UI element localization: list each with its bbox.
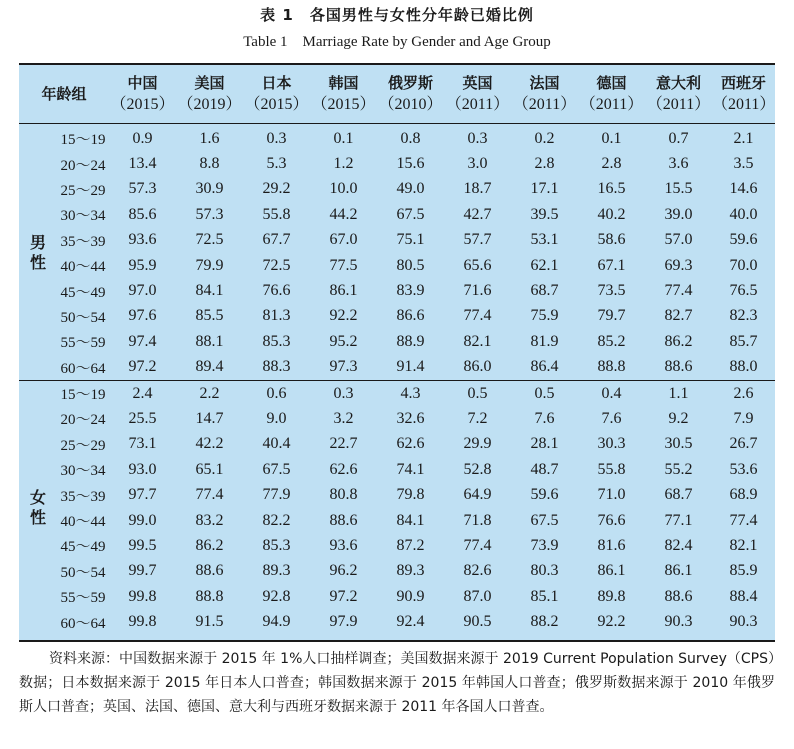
- value-cell: 88.1: [195, 332, 224, 350]
- value-cell: 97.7: [128, 486, 157, 504]
- table-row: [19, 329, 775, 354]
- value-cell: 88.9: [396, 332, 425, 350]
- value-cell: 97.3: [329, 358, 358, 376]
- value-cell: 79.7: [597, 307, 626, 325]
- value-cell: 87.2: [396, 536, 425, 554]
- value-cell: 62.6: [396, 435, 425, 453]
- value-cell: 92.2: [329, 307, 358, 325]
- value-cell: 81.3: [262, 307, 291, 325]
- value-cell: 71.6: [463, 282, 492, 300]
- value-cell: 77.4: [664, 282, 693, 300]
- value-cell: 3.6: [668, 155, 689, 173]
- value-cell: 28.1: [530, 435, 559, 453]
- value-cell: 40.0: [729, 205, 758, 223]
- age-cell: 50～54: [60, 309, 106, 326]
- column-header: [645, 65, 712, 124]
- value-cell: 7.2: [467, 409, 488, 427]
- age-cell: 60～64: [60, 615, 106, 632]
- value-cell: 71.0: [597, 486, 626, 504]
- column-country: 日本: [261, 74, 292, 92]
- value-cell: 89.8: [597, 587, 626, 605]
- value-cell: 99.8: [128, 587, 157, 605]
- value-cell: 52.8: [463, 460, 492, 478]
- value-cell: 9.0: [266, 409, 287, 427]
- column-country: 英国: [462, 74, 493, 92]
- column-year: （2011）: [445, 96, 510, 113]
- table-row: [19, 228, 775, 253]
- value-cell: 14.7: [195, 409, 224, 427]
- value-cell: 42.7: [463, 205, 492, 223]
- value-cell: 3.0: [467, 155, 488, 173]
- value-cell: 99.8: [128, 613, 157, 631]
- value-cell: 29.9: [463, 435, 492, 453]
- table-row: [19, 177, 775, 202]
- value-cell: 39.5: [530, 205, 559, 223]
- value-cell: 53.6: [729, 460, 758, 478]
- age-cell: 15～19: [60, 132, 106, 149]
- value-cell: 81.6: [597, 536, 626, 554]
- value-cell: 0.3: [266, 129, 287, 147]
- column-header: [176, 65, 243, 124]
- value-cell: 80.3: [530, 562, 559, 580]
- value-cell: 30.5: [664, 435, 693, 453]
- value-cell: 55.8: [597, 460, 626, 478]
- value-cell: 82.3: [729, 307, 758, 325]
- value-cell: 7.6: [601, 409, 622, 427]
- column-country: 西班牙: [721, 74, 767, 92]
- value-cell: 62.1: [530, 256, 559, 274]
- value-cell: 82.4: [664, 536, 693, 554]
- value-cell: 26.7: [729, 435, 758, 453]
- value-cell: 1.6: [199, 129, 220, 147]
- table-row: [19, 482, 775, 507]
- value-cell: 88.2: [530, 613, 559, 631]
- value-cell: 91.5: [195, 613, 224, 631]
- marriage-rate-table: [19, 63, 775, 642]
- value-cell: 75.1: [396, 231, 425, 249]
- table-row: [19, 202, 775, 227]
- value-cell: 2.2: [176, 380, 243, 406]
- value-cell: 80.5: [396, 256, 425, 274]
- value-cell: 42.2: [195, 435, 224, 453]
- column-country: 美国: [194, 74, 225, 92]
- table-title-cn: 表 1 各国男性与女性分年龄已婚比例: [260, 6, 534, 24]
- value-cell: 90.3: [729, 613, 758, 631]
- age-cell: 45～49: [60, 539, 106, 556]
- value-cell: 65.1: [195, 460, 224, 478]
- table-row: [19, 124, 775, 152]
- value-cell: 0.5: [511, 380, 578, 406]
- table-row: [19, 304, 775, 329]
- value-cell: 68.7: [530, 282, 559, 300]
- value-cell: 67.1: [597, 256, 626, 274]
- column-header: [712, 65, 775, 124]
- value-cell: 71.8: [463, 511, 492, 529]
- column-year: （2010）: [378, 96, 443, 113]
- table-row: [19, 253, 775, 278]
- value-cell: 30.3: [597, 435, 626, 453]
- value-cell: 85.3: [262, 536, 291, 554]
- value-cell: 86.4: [530, 358, 559, 376]
- source-note: 资料来源：中国数据来源于 2015 年 1%人口抽样调查；美国数据来源于 2019 Current Population Survey（CPS）数据；日本数据来源于 2015 年日本人口普查；韩国数据来源于 2015 年韩国人口普查；俄罗斯数据来源于 2010 年俄罗斯人口普查；英国、法国、德国、意大利与西班牙数据来源于 2011 年各国人口普查。: [19, 651, 775, 715]
- value-cell: 32.6: [396, 409, 425, 427]
- value-cell: 76.6: [597, 511, 626, 529]
- value-cell: 2.8: [601, 155, 622, 173]
- column-year: （2011）: [579, 96, 644, 113]
- gender-label: 男 性: [29, 232, 46, 272]
- value-cell: 73.5: [597, 282, 626, 300]
- age-cell: 40～44: [60, 259, 106, 276]
- column-year: （2011）: [712, 96, 776, 113]
- value-cell: 25.5: [128, 409, 157, 427]
- value-cell: 82.2: [262, 511, 291, 529]
- value-cell: 68.9: [729, 486, 758, 504]
- value-cell: 97.4: [128, 332, 157, 350]
- age-cell: 55～59: [60, 335, 106, 352]
- value-cell: 93.0: [128, 460, 157, 478]
- table-row: [19, 559, 775, 584]
- table-row: [19, 406, 775, 431]
- value-cell: 86.1: [329, 282, 358, 300]
- column-year: （2015）: [110, 96, 175, 113]
- age-cell: 55～59: [60, 590, 106, 607]
- value-cell: 44.2: [329, 205, 358, 223]
- value-cell: 82.1: [729, 536, 758, 554]
- value-cell: 93.6: [128, 231, 157, 249]
- value-cell: 92.4: [396, 613, 425, 631]
- column-year: （2015）: [311, 96, 376, 113]
- value-cell: 73.1: [128, 435, 157, 453]
- value-cell: 93.6: [329, 536, 358, 554]
- value-cell: 77.9: [262, 486, 291, 504]
- value-cell: 39.0: [664, 205, 693, 223]
- value-cell: 77.4: [463, 307, 492, 325]
- value-cell: 86.1: [597, 562, 626, 580]
- column-header: [511, 65, 578, 124]
- value-cell: 77.4: [463, 536, 492, 554]
- value-cell: 0.3: [467, 129, 488, 147]
- value-cell: 10.0: [329, 180, 358, 198]
- table-row: [19, 432, 775, 457]
- value-cell: 84.1: [195, 282, 224, 300]
- value-cell: 48.7: [530, 460, 559, 478]
- value-cell: 15.5: [664, 180, 693, 198]
- value-cell: 8.8: [199, 155, 220, 173]
- age-cell: 35～39: [60, 488, 106, 505]
- value-cell: 96.2: [329, 562, 358, 580]
- value-cell: 2.4: [109, 380, 176, 406]
- value-cell: 86.1: [664, 562, 693, 580]
- value-cell: 88.0: [729, 358, 758, 376]
- table-row: [19, 584, 775, 609]
- value-cell: 0.1: [601, 129, 622, 147]
- value-cell: 97.2: [128, 358, 157, 376]
- value-cell: 76.5: [729, 282, 758, 300]
- value-cell: 49.0: [396, 180, 425, 198]
- column-country: 中国: [127, 74, 158, 92]
- column-country: 法国: [529, 74, 560, 92]
- value-cell: 83.9: [396, 282, 425, 300]
- value-cell: 87.0: [463, 587, 492, 605]
- value-cell: 99.7: [128, 562, 157, 580]
- value-cell: 59.6: [530, 486, 559, 504]
- value-cell: 67.5: [530, 511, 559, 529]
- value-cell: 77.1: [664, 511, 693, 529]
- column-country: 韩国: [328, 74, 359, 92]
- value-cell: 97.6: [128, 307, 157, 325]
- value-cell: 90.5: [463, 613, 492, 631]
- table-row: [19, 380, 775, 406]
- age-cell: 35～39: [60, 233, 106, 250]
- age-cell: 25～29: [60, 437, 106, 454]
- value-cell: 89.4: [195, 358, 224, 376]
- age-cell: 20～24: [60, 157, 106, 174]
- value-cell: 64.9: [463, 486, 492, 504]
- value-cell: 74.1: [396, 460, 425, 478]
- column-year: （2019）: [177, 96, 242, 113]
- value-cell: 18.7: [463, 180, 492, 198]
- age-cell: 30～34: [60, 208, 106, 225]
- column-country: 俄罗斯: [388, 74, 434, 92]
- value-cell: 89.3: [396, 562, 425, 580]
- value-cell: 69.3: [664, 256, 693, 274]
- column-header: [310, 65, 377, 124]
- table-row: [19, 457, 775, 482]
- value-cell: 15.6: [396, 155, 425, 173]
- value-cell: 0.2: [534, 129, 555, 147]
- value-cell: 90.3: [664, 613, 693, 631]
- age-cell: 25～29: [60, 182, 106, 199]
- value-cell: 0.8: [400, 129, 421, 147]
- age-cell: 45～49: [60, 284, 106, 301]
- value-cell: 2.8: [534, 155, 555, 173]
- value-cell: 92.8: [262, 587, 291, 605]
- value-cell: 88.6: [329, 511, 358, 529]
- column-header: [578, 65, 645, 124]
- value-cell: 86.6: [396, 307, 425, 325]
- value-cell: 1.2: [333, 155, 354, 173]
- value-cell: 68.7: [664, 486, 693, 504]
- value-cell: 80.8: [329, 486, 358, 504]
- value-cell: 83.2: [195, 511, 224, 529]
- value-cell: 30.9: [195, 180, 224, 198]
- value-cell: 0.3: [310, 380, 377, 406]
- column-header: [109, 65, 176, 124]
- value-cell: 0.4: [578, 380, 645, 406]
- value-cell: 92.2: [597, 613, 626, 631]
- value-cell: 9.2: [668, 409, 689, 427]
- table-row: [19, 533, 775, 558]
- value-cell: 85.5: [195, 307, 224, 325]
- value-cell: 85.9: [729, 562, 758, 580]
- value-cell: 82.6: [463, 562, 492, 580]
- value-cell: 14.6: [729, 180, 758, 198]
- value-cell: 86.2: [195, 536, 224, 554]
- column-header: [444, 65, 511, 124]
- value-cell: 95.2: [329, 332, 358, 350]
- value-cell: 85.7: [729, 332, 758, 350]
- value-cell: 2.6: [712, 380, 775, 406]
- age-cell: 60～64: [60, 360, 106, 377]
- value-cell: 7.6: [534, 409, 555, 427]
- column-year: （2015）: [244, 96, 309, 113]
- value-cell: 79.8: [396, 486, 425, 504]
- value-cell: 29.2: [262, 180, 291, 198]
- value-cell: 86.0: [463, 358, 492, 376]
- value-cell: 86.2: [664, 332, 693, 350]
- value-cell: 65.6: [463, 256, 492, 274]
- value-cell: 57.3: [128, 180, 157, 198]
- value-cell: 7.9: [733, 409, 754, 427]
- value-cell: 79.9: [195, 256, 224, 274]
- value-cell: 55.8: [262, 205, 291, 223]
- value-cell: 88.8: [195, 587, 224, 605]
- value-cell: 5.3: [266, 155, 287, 173]
- value-cell: 73.9: [530, 536, 559, 554]
- value-cell: 99.5: [128, 536, 157, 554]
- value-cell: 57.0: [664, 231, 693, 249]
- value-cell: 90.9: [396, 587, 425, 605]
- value-cell: 77.5: [329, 256, 358, 274]
- column-header: [243, 65, 310, 124]
- age-cell: 50～54: [60, 564, 106, 581]
- age-cell: 40～44: [60, 514, 106, 531]
- value-cell: 84.1: [396, 511, 425, 529]
- table-row: [19, 278, 775, 303]
- value-cell: 97.0: [128, 282, 157, 300]
- value-cell: 88.3: [262, 358, 291, 376]
- value-cell: 67.0: [329, 231, 358, 249]
- value-cell: 16.5: [597, 180, 626, 198]
- column-country: 意大利: [656, 74, 702, 92]
- value-cell: 40.2: [597, 205, 626, 223]
- value-cell: 85.6: [128, 205, 157, 223]
- value-cell: 4.3: [377, 380, 444, 406]
- value-cell: 75.9: [530, 307, 559, 325]
- value-cell: 0.9: [132, 129, 153, 147]
- value-cell: 85.2: [597, 332, 626, 350]
- age-cell: 15～19: [57, 380, 109, 406]
- value-cell: 82.1: [463, 332, 492, 350]
- value-cell: 17.1: [530, 180, 559, 198]
- header-row: [19, 65, 775, 124]
- value-cell: 88.6: [664, 358, 693, 376]
- value-cell: 67.5: [396, 205, 425, 223]
- value-cell: 55.2: [664, 460, 693, 478]
- column-year: （2011）: [646, 96, 711, 113]
- value-cell: 3.2: [333, 409, 354, 427]
- value-cell: 97.2: [329, 587, 358, 605]
- value-cell: 77.4: [195, 486, 224, 504]
- value-cell: 77.4: [729, 511, 758, 529]
- value-cell: 72.5: [262, 256, 291, 274]
- table-row: [19, 355, 775, 381]
- value-cell: 62.6: [329, 460, 358, 478]
- column-country: 德国: [596, 74, 627, 92]
- value-cell: 99.0: [128, 511, 157, 529]
- table-title-en: Table 1 Marriage Rate by Gender and Age Group: [243, 34, 551, 50]
- gender-label: 女 性: [19, 380, 57, 634]
- age-group-header: 年龄组: [19, 65, 109, 124]
- value-cell: 85.1: [530, 587, 559, 605]
- table-row: [19, 609, 775, 634]
- value-cell: 1.1: [645, 380, 712, 406]
- value-cell: 2.1: [733, 129, 754, 147]
- column-year: （2011）: [512, 96, 577, 113]
- value-cell: 88.4: [729, 587, 758, 605]
- value-cell: 88.8: [597, 358, 626, 376]
- value-cell: 67.7: [262, 231, 291, 249]
- value-cell: 40.4: [262, 435, 291, 453]
- age-cell: 20～24: [60, 412, 106, 429]
- value-cell: 67.5: [262, 460, 291, 478]
- value-cell: 88.6: [195, 562, 224, 580]
- value-cell: 88.6: [664, 587, 693, 605]
- value-cell: 72.5: [195, 231, 224, 249]
- table-row: [19, 508, 775, 533]
- value-cell: 82.7: [664, 307, 693, 325]
- value-cell: 85.3: [262, 332, 291, 350]
- value-cell: 22.7: [329, 435, 358, 453]
- value-cell: 97.9: [329, 613, 358, 631]
- value-cell: 3.5: [733, 155, 754, 173]
- value-cell: 59.6: [729, 231, 758, 249]
- table-row: [19, 151, 775, 176]
- value-cell: 94.9: [262, 613, 291, 631]
- value-cell: 53.1: [530, 231, 559, 249]
- value-cell: 13.4: [128, 155, 157, 173]
- value-cell: 89.3: [262, 562, 291, 580]
- value-cell: 0.5: [444, 380, 511, 406]
- value-cell: 0.6: [243, 380, 310, 406]
- value-cell: 0.7: [668, 129, 689, 147]
- value-cell: 57.3: [195, 205, 224, 223]
- value-cell: 91.4: [396, 358, 425, 376]
- value-cell: 95.9: [128, 256, 157, 274]
- value-cell: 57.7: [463, 231, 492, 249]
- value-cell: 70.0: [729, 256, 758, 274]
- value-cell: 76.6: [262, 282, 291, 300]
- value-cell: 0.1: [333, 129, 354, 147]
- column-header: [377, 65, 444, 124]
- value-cell: 81.9: [530, 332, 559, 350]
- value-cell: 58.6: [597, 231, 626, 249]
- age-cell: 30～34: [60, 463, 106, 480]
